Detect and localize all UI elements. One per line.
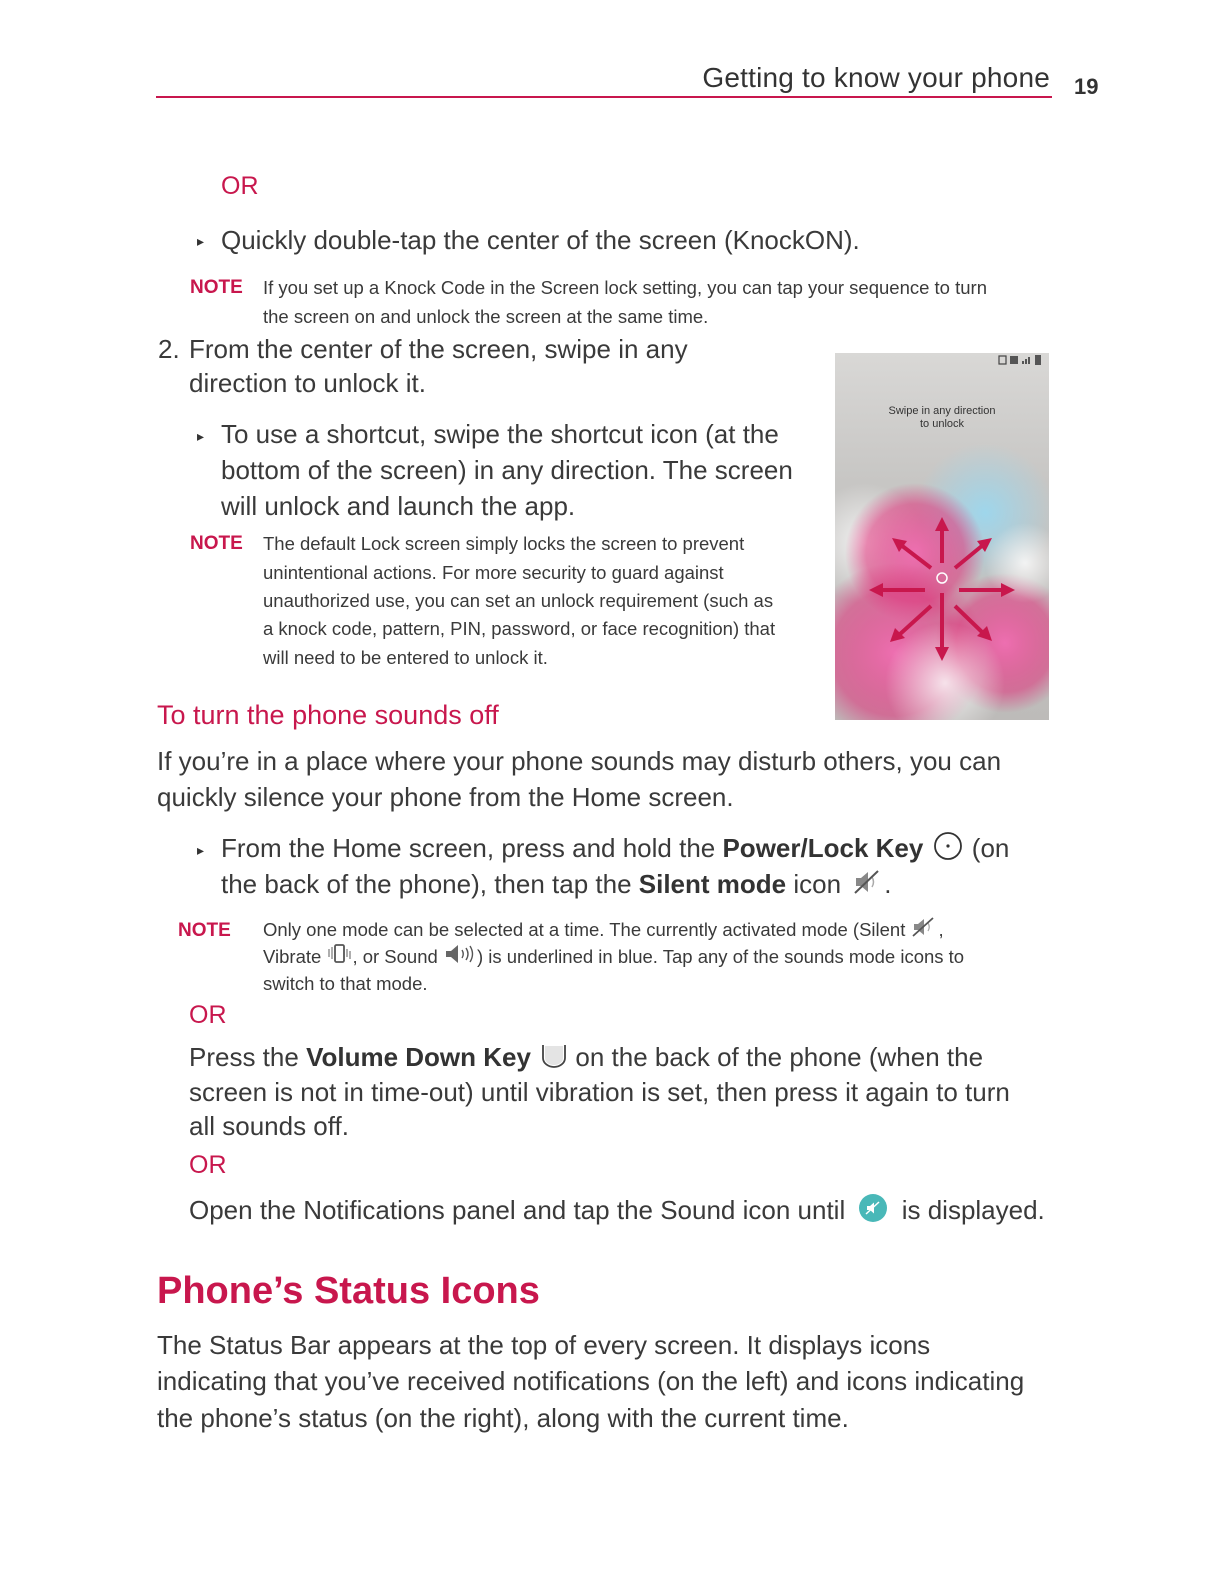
silent-mode-icon — [852, 868, 884, 904]
note-knock-code-line1: If you set up a Knock Code in the Screen lock setting, you can tap your sequence to turn — [263, 277, 987, 298]
vibrate-icon — [326, 943, 352, 974]
status-para-line1: The Status Bar appears at the top of every screen. It displays icons — [157, 1330, 931, 1360]
volume-para-line3: all sounds off. — [189, 1111, 349, 1141]
note-lockscreen-line4: a knock code, pattern, PIN, password, or face recognition) that — [263, 618, 776, 639]
sounds-intro-line2: quickly silence your phone from the Home screen. — [157, 782, 734, 812]
note-label: NOTE — [190, 277, 243, 298]
sound-icon — [443, 943, 477, 974]
step-swipe-line2: direction to unlock it. — [189, 368, 427, 398]
note-lockscreen-line2: unintentional actions. For more security to guard against — [263, 562, 724, 583]
or-label: OR — [221, 172, 259, 200]
bullet-triangle-icon: ▸ — [197, 428, 205, 444]
silent-notification-icon — [858, 1193, 888, 1232]
note-modes-line1: Only one mode can be selected at a time. The currently activated mode (Silent , — [263, 916, 944, 947]
volume-para-line2: screen is not in time-out) until vibration is set, then press it again to turn — [189, 1077, 1010, 1107]
bullet-power-key-line1: From the Home screen, press and hold the Power/Lock Key (on — [221, 830, 1009, 870]
bullet-triangle-icon: ▸ — [197, 233, 205, 249]
running-header: Getting to know your phone — [702, 62, 1050, 93]
power-lock-key-icon — [933, 831, 963, 870]
or-label: OR — [189, 1001, 227, 1029]
volume-para-line1: Press the Volume Down Key on the back of the phone (when the — [189, 1039, 983, 1078]
step-number: 2. — [158, 334, 180, 364]
section-heading-sounds: To turn the phone sounds off — [157, 700, 499, 730]
lock-screen-image — [835, 353, 1049, 720]
bullet-power-key-line2: the back of the phone), then tap the Silent mode icon . — [221, 866, 892, 904]
silent-icon — [911, 916, 939, 947]
status-para-line3: the phone’s status (on the right), along with the current time. — [157, 1403, 849, 1433]
header-rule — [156, 96, 1052, 98]
bullet-triangle-icon: ▸ — [197, 842, 205, 858]
section-heading-status-icons: Phone’s Status Icons — [157, 1270, 540, 1312]
note-modes-line3: switch to that mode. — [263, 973, 428, 994]
status-para-line2: indicating that you’ve received notifications (on the left) and icons indicating — [157, 1366, 1025, 1396]
page-number: 19 — [1074, 74, 1099, 99]
note-lockscreen-line3: unauthorized use, you can set an unlock requirement (such as — [263, 590, 774, 611]
note-label: NOTE — [178, 920, 231, 941]
note-label: NOTE — [190, 533, 243, 554]
note-modes-line2: Vibrate , or Sound ) is underlined in blue. Tap any of the sounds mode icons to — [263, 943, 964, 974]
volume-down-key-icon — [540, 1041, 568, 1078]
note-lockscreen-line1: The default Lock screen simply locks the screen to prevent — [263, 533, 745, 554]
or-label: OR — [189, 1151, 227, 1179]
lock-screen-caption: Swipe in any direction to unlock — [888, 405, 996, 430]
bullet-shortcut-line2: bottom of the screen) in any direction. The screen — [221, 455, 793, 485]
bullet-knockon-text: Quickly double-tap the center of the screen (KnockON). — [221, 225, 860, 255]
bullet-shortcut-line1: To use a shortcut, swipe the shortcut icon (at the — [221, 419, 779, 449]
notif-para: Open the Notifications panel and tap the Sound icon until is displayed. — [189, 1192, 1045, 1232]
phone-status-bar — [835, 353, 1049, 367]
note-lockscreen-line5: will need to be entered to unlock it. — [263, 647, 548, 668]
step-swipe-line1: From the center of the screen, swipe in any — [189, 334, 688, 364]
bullet-shortcut-line3: will unlock and launch the app. — [221, 491, 576, 521]
sounds-intro-line1: If you’re in a place where your phone sounds may disturb others, you can — [157, 746, 1002, 776]
note-knock-code-line2: the screen on and unlock the screen at the same time. — [263, 306, 709, 327]
